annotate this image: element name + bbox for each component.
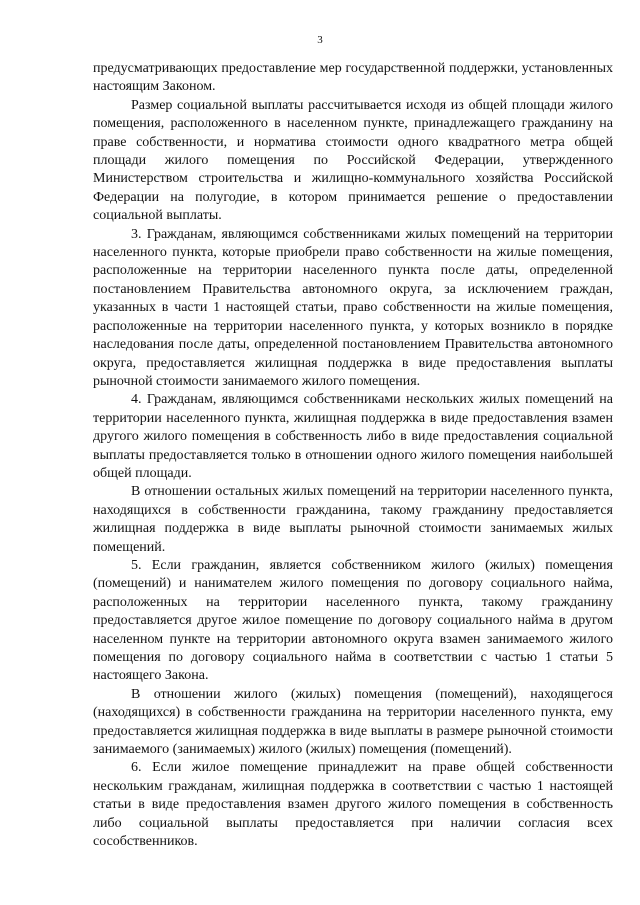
paragraph-6: 5. Если гражданин, является собственником жилого (жилых) помещения (помещений) и нанимателем жилого помещения по договору социального найма, расположенных на территории населенного пункта, такому гражданину предоставляется другое жилое помещение по договору социального найма в другом населенном пункте на территории автономного округа взамен занимаемого жилого помещения по договору социального найма в соответствии с частью 1 статьи 5 настоящего Закона.	[93, 557, 613, 684]
paragraph-5: В отношении остальных жилых помещений на территории населенного пункта, находящихся в собственности гражданина, такому гражданину предоставляется жилищная поддержка в виде выплаты рыночной стоимости занимаемых жилых помещений.	[93, 484, 613, 555]
paragraph-7: В отношении жилого (жилых) помещения (помещений), находящегося (находящихся) в собственности гражданина на территории населенного пункта, ему предоставляется жилищная поддержка в виде выплаты в размере рыночной стоимости занимаемого (занимаемых) жилого (жилых) помещения (помещений).	[93, 686, 613, 758]
paragraph-1: предусматривающих предоставление мер государственной поддержки, установленных настоящим Законом.	[93, 61, 613, 95]
paragraph-4: 4. Гражданам, являющимся собственниками нескольких жилых помещений на территории населенного пункта, жилищная поддержка в виде предоставления взамен другого жилого помещения в собственность либо в виде предоставления социальной выплаты предоставляется только в отношении одного жилого помещения наибольшей общей площади.	[93, 392, 613, 481]
paragraph-2: Размер социальной выплаты рассчитывается исходя из общей площади жилого помещения, расположенного в населенном пункте, принадлежащего гражданину на праве собственности, и норматива стоимости одного квадратного метра общей площади жилого помещения по Российской Федерации, утвержденного Министерством строительства и жилищно-коммунального хозяйства Российской Федерации на полугодие, в котором принимается решение о предоставлении социальной выплаты.	[93, 97, 613, 224]
document-body	[93, 60, 613, 851]
page-number: 3	[317, 34, 323, 46]
paragraph-8: 6. Если жилое помещение принадлежит на праве общей собственности нескольким гражданам, жилищная поддержка в соответствии с частью 1 настоящей статьи в виде предоставления взамен другого жилого помещения в собственность либо социальной выплаты предоставляется при наличии согласия всех сособственников.	[93, 760, 613, 850]
paragraph-3: 3. Гражданам, являющимся собственниками жилых помещений на территории населенного пункта, которые приобрели право собственности на жилые помещения, расположенные на территории населенного пункта после даты, определенной постановлением Правительства автономного округа, за исключением граждан, указанных в части 1 настоящей статьи, право собственности на жилые помещения, расположенные на территории населенного пункта, у которых возникло в порядке наследования после даты, определенной постановлением Правительства автономного округа, предоставляется жилищная поддержка в виде предоставления выплаты рыночной стоимости занимаемого жилого помещения.	[93, 226, 613, 389]
